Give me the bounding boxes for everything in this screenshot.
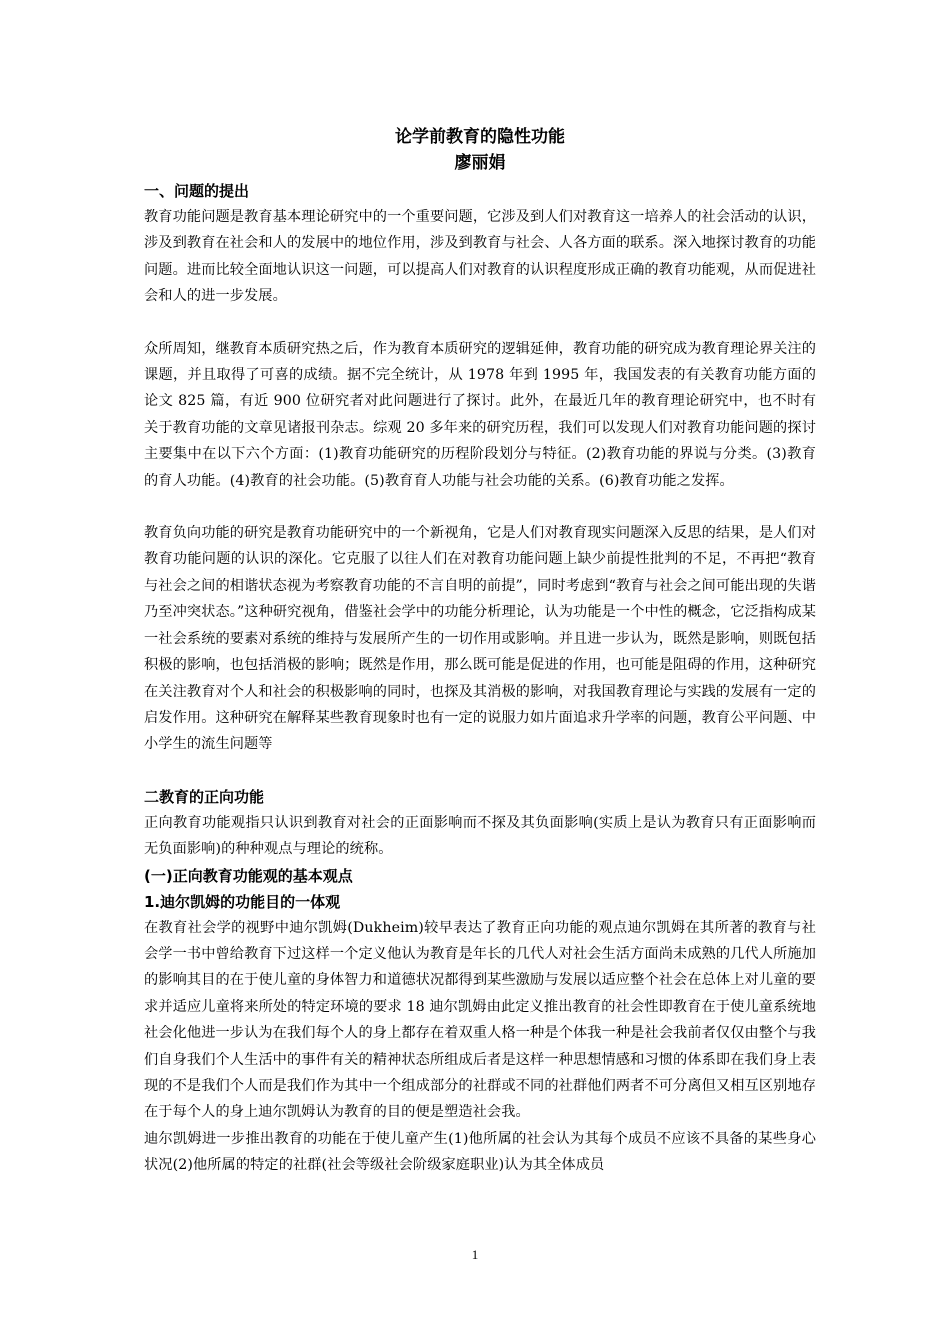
document-author: 廖丽娟 bbox=[454, 153, 506, 173]
paragraph: 众所周知，继教育本质研究热之后，作为教育本质研究的逻辑延伸，教育功能的研究成为教育理论界关注的课题，并且取得了可喜的成绩。据不完全统计，从 1978 年到 1995 年，我国发表的有关教育功能方面的论文 825 篇，有近 900 位研究者对此问题进行了探讨。此外，在最近几年的教育理论研究中，也不时有关于教育功能的文章见诸报刊杂志。综观 20 多年来的研究历程，我们可以发现人们对教育功能问题的探讨主要集中在以下六个方面：(1)教育功能研究的历程阶段划分与特征。(2)教育功能的界说与分类。(3)教育的育人功能。(4)教育的社会功能。(5)教育育人功能与社会功能的关系。(6)教育功能之发挥。 bbox=[144, 340, 816, 489]
paragraph-gap bbox=[144, 758, 816, 784]
paragraph-gap bbox=[144, 310, 816, 336]
paragraph: 教育功能问题是教育基本理论研究中的一个重要问题，它涉及到人们对教育这一培养人的社会活动的认识，涉及到教育在社会和人的发展中的地位作用，涉及到教育与社会、人各方面的联系。深入地探讨教育的功能问题。进而比较全面地认识这一问题，可以提高人们对教育的认识程度形成正确的教育功能观，从而促进社会和人的进一步发展。 bbox=[144, 209, 816, 305]
document-title: 论学前教育的隐性功能 bbox=[395, 127, 565, 147]
section-heading: 二教育的正向功能 bbox=[144, 787, 265, 806]
section-heading: 一、问题的提出 bbox=[144, 182, 250, 200]
subsection-heading: (一)正向教育功能观的基本观点 bbox=[144, 866, 353, 885]
document-body bbox=[144, 124, 816, 1179]
page-number: 1 bbox=[471, 1247, 479, 1262]
paragraph-gap bbox=[144, 494, 816, 520]
paragraph: 在教育社会学的视野中迪尔凯姆(Dukheim)较早表达了教育正向功能的观点迪尔凯姆在其所著的教育与社会学一书中曾给教育下过这样一个定义他认为教育是年长的几代人对社会生活方面尚未成熟的几代人所施加的影响其目的在于使儿童的身体智力和道德状况都得到某些激励与发展以适应整个社会在总体上对儿童的要求并适应儿童将来所处的特定环境的要求 18 迪尔凯姆由此定义推出教育的社会性即教育在于使儿童系统地社会化他进一步认为在我们每个人的身上都存在着双重人格一种是个体我一种是社会我前者仅仅由整个与我们自身我们个人生活中的事件有关的精神状态所组成后者是这样一种思想情感和习惯的体系即在我们身上表现的不是我们个人而是我们作为其中一个组成部分的社群或不同的社群他们两者不可分离但又相互区别地存在于每个人的身上迪尔凯姆认为教育的目的便是塑造社会我。 bbox=[144, 919, 816, 1121]
paragraph: 教育负向功能的研究是教育功能研究中的一个新视角，它是人们对教育现实问题深入反思的结果，是人们对教育功能问题的认识的深化。它克服了以往人们在对教育功能问题上缺少前提性批判的不足，不再把“教育与社会之间的相谐状态视为考察教育功能的不言自明的前提”，同时考虑到“教育与社会之间可能出现的失谐乃至冲突状态。”这种研究视角，借鉴社会学中的功能分析理论，认为功能是一个中性的概念，它泛指构成某一社会系统的要素对系统的维持与发展所产生的一切作用或影响。并且进一步认为，既然是影响，则既包括积极的影响，也包括消极的影响；既然是作用，那么既可能是促进的作用，也可能是阻碍的作用，这种研究在关注教育对个人和社会的积极影响的同时，也探及其消极的影响，对我国教育理论与实践的发展有一定的启发作用。这种研究在解释某些教育现象时也有一定的说服力如片面追求升学率的问题，教育公平问题、中小学生的流生问题等 bbox=[144, 525, 816, 753]
paragraph: 迪尔凯姆进一步推出教育的功能在于使儿童产生(1)他所属的社会认为其每个成员不应该不具备的某些身心状况(2)他所属的特定的社群(社会等级社会阶级家庭职业)认为其全体成员 bbox=[144, 1130, 816, 1174]
subsection-heading: 1.迪尔凯姆的功能目的一体观 bbox=[144, 892, 341, 911]
paragraph: 正向教育功能观指只认识到教育对社会的正面影响而不探及其负面影响(实质上是认为教育只有正面影响而无负面影响)的种种观点与理论的统称。 bbox=[144, 814, 816, 858]
